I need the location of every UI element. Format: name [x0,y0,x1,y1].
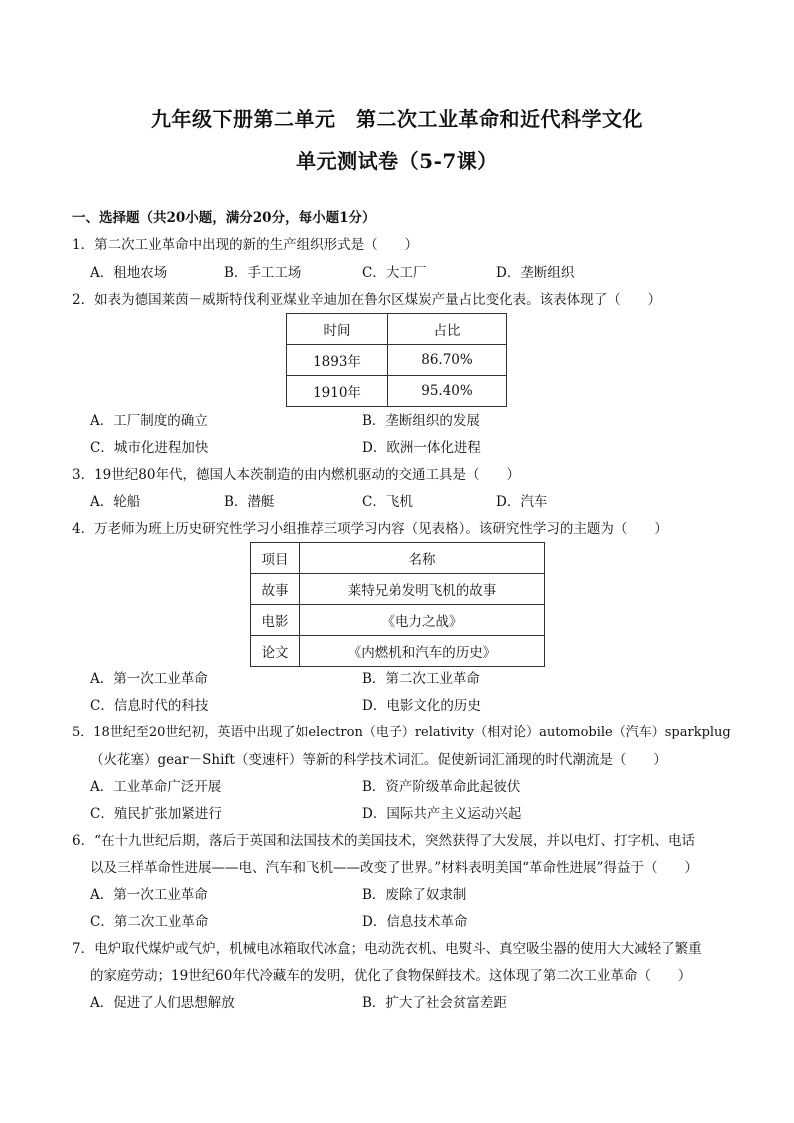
question-3-option-d: D．汽车 [496,494,548,510]
question-4-option-b: B．第二次工业革命 [362,671,480,687]
table-header-cell: 名称 [300,543,545,574]
question-1-option-c: C．大工厂 [362,265,427,281]
question-3-stem: 3．19世纪80年代，德国人本茨制造的由内燃机驱动的交通工具是（ ） [72,467,520,483]
table-cell: 故事 [251,574,300,605]
question-2-table [286,313,507,407]
question-6-stem-line1: 6．“在十九世纪后期，落后于英国和法国技术的美国技术，突然获得了大发展，并以电灯、打字机、电话 [72,833,695,849]
question-6-option-d: D．信息技术革命 [362,914,468,930]
question-7-stem-line1: 7．电炉取代煤炉或气炉，机械电冰箱取代冰盒；电动洗衣机、电熨斗、真空吸尘器的使用大大减轻了繁重 [72,941,702,957]
question-1-option-d: D．垄断组织 [496,265,575,281]
question-6-option-a: A．第一次工业革命 [90,887,208,903]
question-5-stem-line2: （火花塞）gear－Shift（变速杆）等新的科学技术词汇。促使新词汇涌现的时代潮流是（ ） [90,752,667,768]
table-cell: 95.40% [388,376,507,407]
page-title-line2: 单元测试卷（5-7课） [296,149,498,173]
question-3-option-a: A．轮船 [90,494,141,510]
table-cell: 《内燃机和汽车的历史》 [300,636,545,667]
question-5-option-c: C．殖民扩张加紧进行 [90,806,222,822]
question-2-option-b: B．垄断组织的发展 [362,413,480,429]
question-1-option-b: B．手工工场 [224,265,302,281]
table-header-cell: 占比 [388,314,507,345]
table-cell: 论文 [251,636,300,667]
question-4-stem: 4．万老师为班上历史研究性学习小组推荐三项学习内容（见表格）。该研究性学习的主题为（ ） [72,521,668,537]
question-3-option-b: B．潜艇 [224,494,275,510]
question-2-option-c: C．城市化进程加快 [90,440,209,456]
table-cell: 莱特兄弟发明飞机的故事 [300,574,545,605]
question-4-option-c: C．信息时代的科技 [90,698,209,714]
question-4-option-d: D．电影文化的历史 [362,698,481,714]
question-2-option-d: D．欧洲一体化进程 [362,440,481,456]
question-6-option-c: C．第二次工业革命 [90,914,209,930]
question-1-option-a: A．租地农场 [90,265,168,281]
question-7-stem-line2: 的家庭劳动；19世纪60年代冷藏车的发明，优化了食物保鲜技术。这体现了第二次工业革命（ ） [90,968,692,984]
question-6-option-b: B．废除了奴隶制 [362,887,467,903]
question-2-stem: 2．如表为德国莱茵－威斯特伐利亚煤业辛迪加在鲁尔区煤炭产量占比变化表。该表体现了（ ） [72,292,662,308]
table-cell: 1910年 [287,376,388,407]
table-header-cell: 项目 [251,543,300,574]
question-5-stem-line1: 5．18世纪至20世纪初，英语中出现了如electron（电子）relativity（相对论）automobile（汽车）sparkplug [72,725,731,740]
question-5-option-d: D．国际共产主义运动兴起 [362,806,522,822]
question-6-stem-line2: 以及三样革命性进展——电、汽车和飞机——改变了世界。”材料表明美国“革命性进展”得益于（ ） [90,860,698,876]
table-cell: 86.70% [388,345,507,376]
table-cell: 电影 [251,605,300,636]
question-5-option-b: B．资产阶级革命此起彼伏 [362,779,521,795]
table-header-cell: 时间 [287,314,388,345]
question-5-option-a: A．工业革命广泛开展 [90,779,222,795]
table-cell: 《电力之战》 [300,605,545,636]
question-1-stem: 1．第二次工业革命中出现的新的生产组织形式是（ ） [72,237,419,253]
page-title-line1: 九年级下册第二单元 第二次工业革命和近代科学文化 [151,107,643,131]
question-7-option-b: B．扩大了社会贫富差距 [362,995,507,1011]
question-7-option-a: A．促进了人们思想解放 [90,995,235,1011]
question-3-option-c: C．飞机 [362,494,413,510]
question-4-option-a: A．第一次工业革命 [90,671,208,687]
question-4-table [250,542,545,667]
table-cell: 1893年 [287,345,388,376]
question-2-option-a: A．工厂制度的确立 [90,413,208,429]
section-heading: 一、选择题（共20小题，满分20分，每小题1分） [72,210,376,226]
